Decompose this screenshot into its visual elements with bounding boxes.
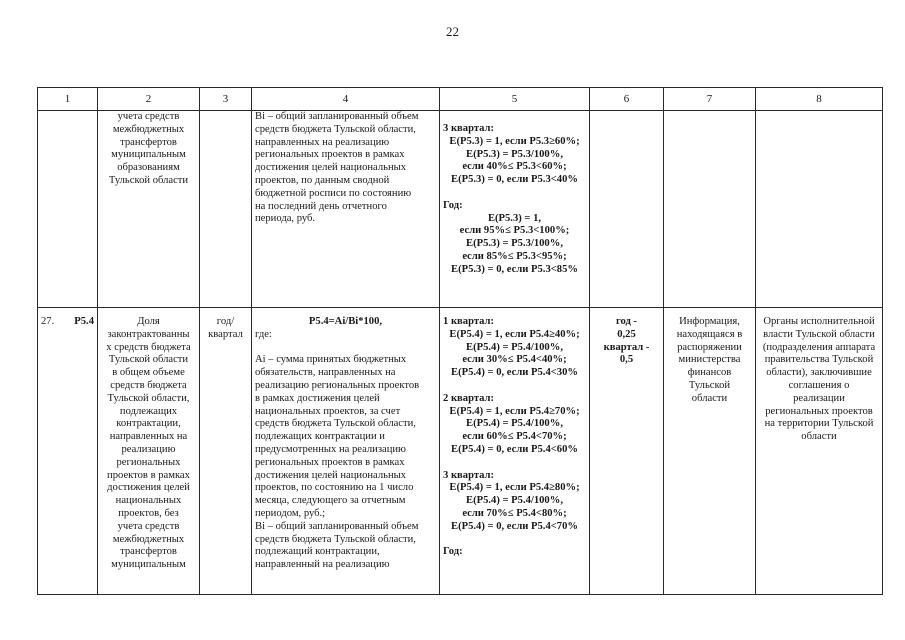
- cell-line: направленных на реализацию: [255, 136, 390, 148]
- cell-line: проектов в рамках: [107, 469, 190, 481]
- cell-line: Е(Р5.3) = 0, если Р5.3<85%: [451, 263, 578, 275]
- cell-line: [443, 534, 586, 547]
- cell-line: Тульской: [688, 379, 731, 391]
- cell-line: Е(Р5.4) = Р5.4/100%,: [466, 341, 563, 353]
- cell-line: год -: [615, 316, 638, 327]
- cell-line: законтрактованны: [107, 328, 190, 340]
- formula-explanation: [255, 329, 436, 572]
- table-row-27: [38, 308, 883, 595]
- cell-line: Тульской области: [108, 174, 189, 186]
- cell-line: Е(Р5.4) = 1, если Р5.4≥80%;: [449, 482, 580, 494]
- row-number: 27.: [41, 316, 55, 327]
- cell-line: межбюджетных: [112, 123, 185, 135]
- cell-line: 1 квартал:: [443, 316, 495, 327]
- indicator-table: [37, 87, 883, 595]
- cell-line: достижения целей национальных: [255, 162, 407, 174]
- cell-line: на территории Тульской: [764, 418, 874, 430]
- cell-line: региональных проектов в рамках: [255, 149, 405, 161]
- header-cell: 1: [38, 88, 98, 111]
- cell-line: финансов: [687, 367, 732, 379]
- cell-line: средств бюджета: [110, 379, 187, 391]
- cell-line: достижения целей национальных: [255, 469, 407, 481]
- table-header-row: [38, 88, 883, 111]
- cell-line: если 60%≤ Р5.4<70%;: [462, 431, 567, 443]
- cell-line: муниципальным: [111, 149, 186, 161]
- cell-line: если 95%≤ Р5.3<100%;: [459, 225, 570, 237]
- row-number-cell: [38, 111, 98, 308]
- page-number: 22: [446, 24, 459, 39]
- cell-line: подлежащий контрактации,: [255, 546, 380, 558]
- cell-line: если 40%≤ Р5.3<60%;: [462, 161, 567, 173]
- period-cell: [200, 308, 252, 595]
- cell-line: направленный на реализацию: [255, 559, 390, 571]
- cell-line: (подразделения аппарата: [762, 341, 876, 353]
- cell-line: Е(Р5.4) = 0, если Р5.4<30%: [451, 367, 578, 379]
- cell-line: в рамках достижения целей: [255, 392, 380, 404]
- cell-line: соглашения о: [788, 379, 850, 391]
- cell-line: Органы исполнительной: [763, 316, 875, 327]
- formula-cell: [252, 111, 440, 308]
- cell-line: квартал -: [603, 341, 650, 353]
- cell-line: Е(Р5.4) = 1, если Р5.4≥40%;: [449, 328, 580, 340]
- cell-line: Е(Р5.4) = 0, если Р5.4<60%: [451, 443, 578, 455]
- cell-line: Е(Р5.3) = 1,: [487, 212, 542, 224]
- cell-line: власти Тульской области: [763, 328, 875, 340]
- header-cell: 2: [98, 88, 200, 111]
- cell-line: предусмотренных на реализацию: [255, 443, 406, 455]
- cell-line: 2 квартал:: [443, 392, 495, 404]
- period-cell: [200, 111, 252, 308]
- cell-line: х средств бюджета: [106, 341, 191, 353]
- cell-line: бюджетной росписи по состоянию: [255, 187, 412, 199]
- header-cell: 5: [440, 88, 590, 111]
- cell-line: правительства Тульской: [764, 354, 874, 366]
- cell-line: на последний день отчетного: [255, 200, 387, 212]
- cell-line: трансфертов: [120, 136, 177, 148]
- cell-line: региональных: [116, 456, 181, 468]
- cell-line: Bi – общий запланированный объем: [255, 111, 419, 122]
- cell-line: области: [801, 431, 837, 443]
- header-cell: 8: [756, 88, 883, 111]
- indicator-name-cell: [98, 111, 200, 308]
- cell-line: реализацию региональных проектов: [255, 379, 420, 391]
- cell-line: Доля: [137, 316, 160, 327]
- cell-line: 3 квартал:: [443, 469, 495, 481]
- cell-line: 0,25: [617, 328, 636, 340]
- cell-line: Bi – общий запланированный объем: [255, 520, 419, 532]
- header-cell: 4: [252, 88, 440, 111]
- cell-line: Тульской области: [108, 354, 189, 366]
- cell-line: Тульской области,: [107, 392, 190, 404]
- cell-line: реализации: [793, 392, 845, 404]
- cell-line: региональных проектов: [765, 405, 873, 417]
- cell-line: образованиям: [117, 162, 180, 174]
- cell-line: проектов, по состоянию на 1 число: [255, 482, 414, 494]
- header-cell: 6: [590, 88, 664, 111]
- cell-line: муниципальным: [111, 559, 186, 571]
- cell-line: Е(Р5.3) = 0, если Р5.3<40%: [451, 174, 578, 186]
- cell-line: региональных проектов в рамках: [255, 456, 405, 468]
- cell-line: проектов, по данным сводной: [255, 174, 390, 186]
- cell-line: Е(Р5.3) = Р5.3/100%,: [466, 148, 563, 160]
- cell-line: Е(Р5.3) = 1, если Р5.3≥60%;: [449, 135, 580, 147]
- cell-line: области), заключившие: [766, 367, 872, 379]
- indicator-code: Р5.4: [74, 316, 94, 327]
- cell-line: учета средств: [117, 111, 180, 122]
- cell-line: периодом, руб.;: [255, 507, 326, 519]
- cell-line: если 30%≤ Р5.4<40%;: [462, 354, 567, 366]
- cell-line: контрактации,: [116, 418, 181, 430]
- indicator-name-cell: [98, 308, 200, 595]
- source-cell: [664, 308, 756, 595]
- header-cell: 7: [664, 88, 756, 111]
- cell-line: [443, 457, 586, 470]
- cell-line: в общем объеме: [112, 367, 185, 379]
- responsible-cell: [756, 111, 883, 308]
- cell-line: межбюджетных: [112, 533, 185, 545]
- cell-line: год/: [216, 316, 235, 327]
- cell-line: проектов, без: [118, 507, 179, 519]
- cell-line: [443, 380, 586, 393]
- weight-cell: [590, 308, 664, 595]
- cell-line: Е(Р5.4) = 0, если Р5.4<70%: [451, 520, 578, 532]
- cell-line: подлежащих контрактации и: [255, 431, 385, 443]
- cell-line: [443, 187, 586, 200]
- evaluation-cell: [440, 111, 590, 308]
- cell-line: 0,5: [619, 354, 634, 366]
- cell-line: Год:: [443, 199, 463, 211]
- cell-line: учета средств: [117, 520, 180, 532]
- responsible-cell: [756, 308, 883, 595]
- cell-line: направленных на: [109, 431, 188, 443]
- table-row-continued: [38, 111, 883, 308]
- cell-line: [255, 342, 436, 355]
- cell-line: квартал: [208, 328, 243, 340]
- cell-line: 3 квартал:: [443, 123, 495, 134]
- cell-line: Е(Р5.4) = Р5.4/100%,: [466, 418, 563, 430]
- formula: Р5.4=Аi/Вi*100,: [308, 316, 383, 327]
- cell-line: трансфертов: [120, 546, 177, 558]
- cell-line: средств бюджета Тульской области,: [255, 533, 416, 545]
- cell-line: Е(Р5.3) = Р5.3/100%,: [466, 238, 563, 250]
- formula-cell: [252, 308, 440, 595]
- cell-line: Год:: [443, 546, 463, 558]
- cell-line: национальных проектов, за счет: [255, 405, 401, 417]
- cell-line: реализацию: [121, 443, 176, 455]
- cell-line: области: [691, 392, 728, 404]
- cell-line: средств бюджета Тульской области,: [255, 123, 416, 135]
- weight-cell: [590, 111, 664, 308]
- evaluation-cell: [440, 308, 590, 595]
- cell-line: средств бюджета Тульской области,: [255, 418, 416, 430]
- cell-line: периода, руб.: [255, 213, 316, 225]
- cell-line: находящаяся в: [676, 328, 743, 340]
- cell-line: если 70%≤ Р5.4<80%;: [462, 507, 567, 519]
- cell-line: Е(Р5.4) = 1, если Р5.4≥70%;: [449, 405, 580, 417]
- header-cell: 3: [200, 88, 252, 111]
- source-cell: [664, 111, 756, 308]
- cell-line: министерства: [678, 354, 741, 366]
- cell-line: национальных: [115, 495, 182, 507]
- cell-line: обязательств, направленных на: [255, 367, 396, 379]
- cell-line: подлежащих: [119, 405, 178, 417]
- cell-line: достижения целей: [107, 482, 190, 494]
- cell-line: распоряжении: [677, 341, 742, 353]
- cell-line: Информация,: [679, 316, 740, 327]
- cell-line: Е(Р5.4) = Р5.4/100%,: [466, 495, 563, 507]
- cell-line: если 85%≤ Р5.3<95%;: [462, 250, 567, 262]
- cell-line: месяца, следующего за отчетным: [255, 495, 406, 507]
- cell-line: где:: [255, 328, 272, 340]
- row-number-cell: [38, 308, 98, 595]
- cell-line: Аi – сумма принятых бюджетных: [255, 354, 407, 366]
